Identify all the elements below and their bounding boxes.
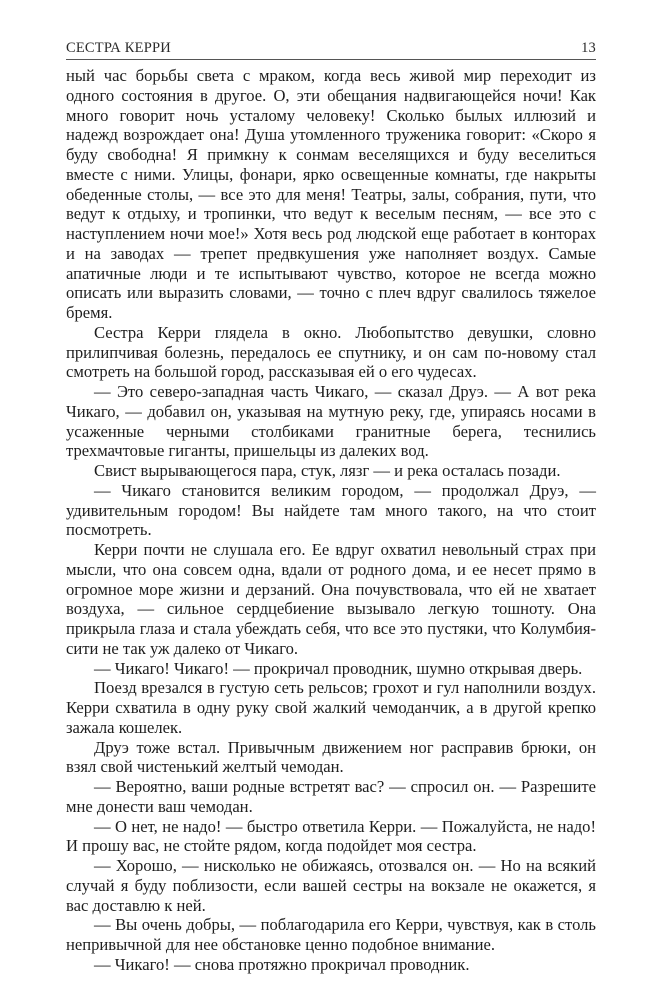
paragraph: Друэ тоже встал. Привычным движением ног расправив брюки, он взял свой чистенький желтый чемодан. [66,737,596,777]
page-number: 13 [581,40,596,56]
paragraph: — Вы очень добры, — поблагодарила его Керри, чувствуя, как в столь непривычной для нее обстановке ценно подобное внимание. [66,915,596,954]
paragraph: Сестра Керри глядела в окно. Любопытство девушки, словно прилипчивая болезнь, передалось ее спутнику, и он сам по-новому стал смотреть на большой город, рассказывая ей о его чудесах. [66,322,596,382]
paragraph: — Вероятно, ваши родные встретят вас? — спросил он. — Разрешите мне донести ваш чемодан. [66,777,596,816]
paragraph: ный час борьбы света с мраком, когда весь живой мир переходит из одного состояния в другое. О, эти обещания надвигающейся ночи! Как много говорит ночь усталому человеку! Сколько былых иллюзий и надежд возрождает она! Душа утомленного труженика говорит: «Скоро я буду свободна! Я примкну к сонмам веселящихся и буду веселиться вместе с ними. Улицы, фонари, ярко освещенные комнаты, где накрыты обеденные столы, — все это для меня! Театры, залы, собрания, пути, что ведут к отдыху, и тропинки, что ведут к веселым песням, — все это с наступлением ночи мое!» Хотя весь род людской еще работает в конторах и на заводах — трепет предвкушения уже наполняет воздух. Самые апатичные люди и те испытывают чувство, которое не всегда можно описать или выразить словами, — точно с плеч вдруг свалилось тяжелое бремя. [66,66,596,322]
paragraph: — Это северо-западная часть Чикаго, — сказал Друэ. — А вот река Чикаго, — добавил он, указывая на мутную реку, где, упираясь носами в усаженные черными столбиками гранитные берега, теснились трехмачтовые гиганты, пришельцы из далеких вод. [66,382,596,461]
paragraph: Свист вырывающегося пара, стук, лязг — и река осталась позади. [94,461,561,480]
paragraph: Поезд врезался в густую сеть рельсов; грохот и гул наполнили воздух. Керри схватила в одну руку свой жалкий чемоданчик, а в другой крепко зажала кошелек. [66,678,596,737]
paragraph: — О нет, не надо! — быстро ответила Керри. — Пожалуйста, не надо! И прошу вас, не стойте рядом, когда подойдет моя сестра. [66,816,596,856]
paragraph: — Чикаго становится великим городом, — продолжал Друэ, — удивительным городом! Вы найдете там много такого, на что стоит посмотреть. [66,480,596,540]
book-page [66,40,596,975]
paragraph: — Хорошо, — нисколько не обижаясь, отозвался он. — Но на всякий случай я буду поблизости, если вашей сестры на вокзале не окажется, я вас доставлю к ней. [66,856,596,915]
paragraph: — Чикаго! — снова протяжно прокричал проводник. [94,954,470,974]
body-text [66,66,596,975]
paragraph: — Чикаго! Чикаго! — прокричал проводник, шумно открывая дверь. [94,658,583,678]
running-head-title: СЕСТРА КЕРРИ [66,40,171,56]
paragraph: Керри почти не слушала его. Ее вдруг охватил невольный страх при мысли, что она совсем одна, вдали от родного дома, и ее несет прямо в огромное море жизни и дерзаний. Она почувствовала, что ей не хватает воздуха, — сильное сердцебиение вызывало легкую тошноту. Она прикрыла глаза и стала убеждать себя, что все это пустяки, что Колумбия-сити не так уж далеко от Чикаго. [66,540,596,658]
running-head [66,40,596,60]
